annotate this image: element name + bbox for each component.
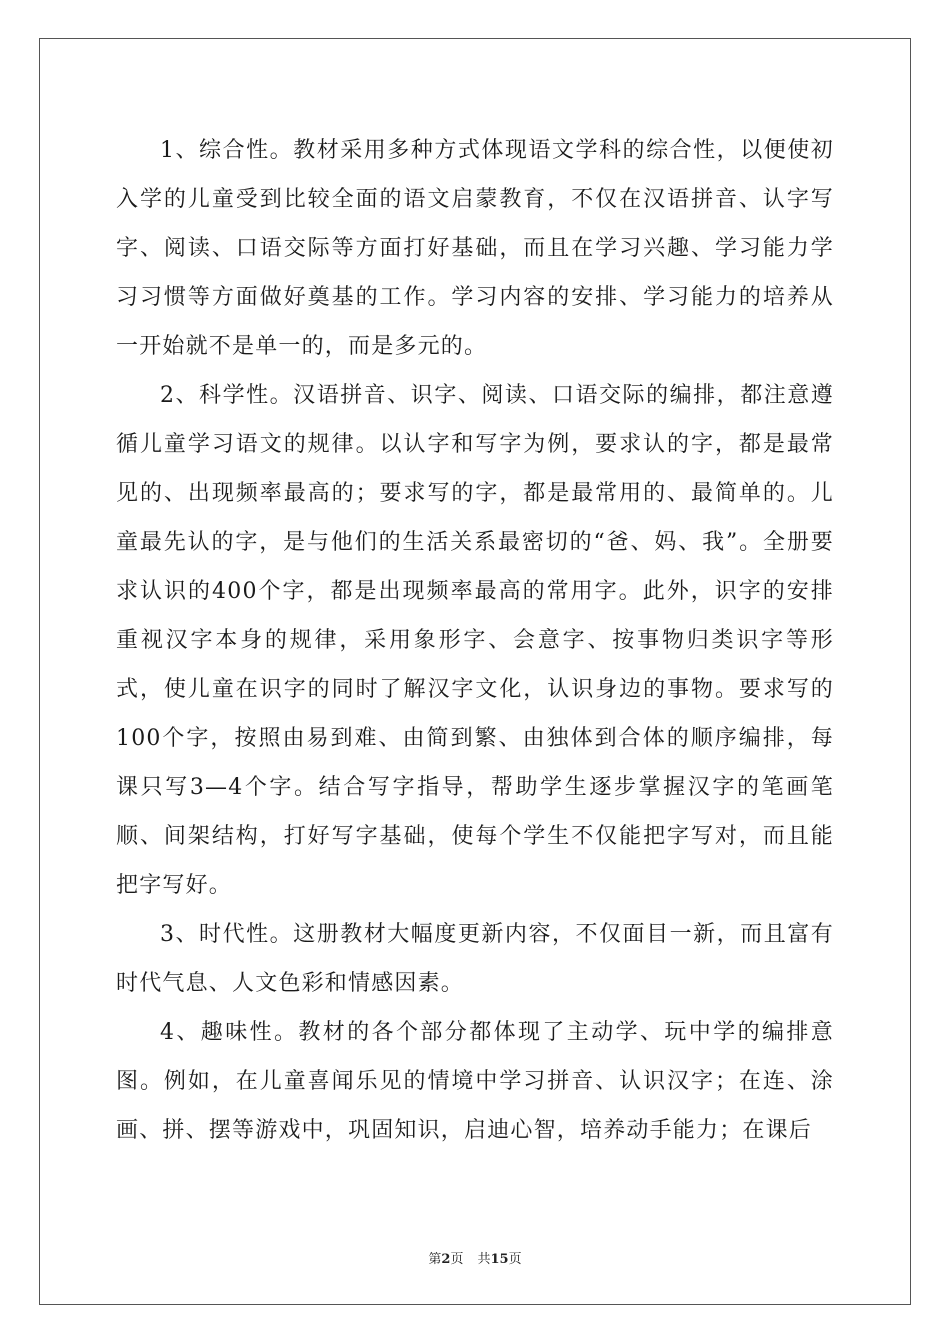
total-suffix: 页 [508,1252,522,1267]
document-body [116,126,834,1155]
paragraph-contemporary: 3、时代性。这册教材大幅度更新内容，不仅面目一新，而且富有时代气息、人文色彩和情感因素。 [116,922,834,996]
page-current: 2 [441,1252,451,1267]
page-footer [0,1248,950,1267]
paragraph-scientific: 2、科学性。汉语拼音、识字、阅读、口语交际的编排，都注意遵循儿童学习语文的规律。以认字和写字为例，要求认的字，都是最常见的、出现频率最高的；要求写的字，都是最常用的、最简单的。儿童最先认的字，是与他们的生活关系最密切的“爸、妈、我”。全册要求认识的400个字，都是出现频率最高的常用字。此外，识字的安排重视汉字本身的规律，采用象形字、会意字、按事物归类识字等形式，使儿童在识字的同时了解汉字文化，认识身边的事物。要求写的100个字，按照由易到难、由简到繁、由独体到合体的顺序编排，每课只写3—4个字。结合写字指导，帮助学生逐步掌握汉字的笔画笔顺、间架结构，打好写字基础，使每个学生不仅能把字写对，而且能把字写好。 [116,383,834,898]
paragraph-interesting: 4、趣味性。教材的各个部分都体现了主动学、玩中学的编排意图。例如，在儿童喜闻乐见的情境中学习拼音、认识汉字；在连、涂画、拼、摆等游戏中，巩固知识，启迪心智，培养动手能力；在课后 [116,1020,834,1143]
total-prefix: 共 [477,1252,491,1267]
page-total: 15 [490,1252,509,1267]
paragraph-comprehensive: 1、综合性。教材采用多种方式体现语文学科的综合性，以便使初入学的儿童受到比较全面的语文启蒙教育，不仅在汉语拼音、认字写字、阅读、口语交际等方面打好基础，而且在学习兴趣、学习能力学习习惯等方面做好奠基的工作。学习内容的安排、学习能力的培养从一开始就不是单一的，而是多元的。 [116,138,834,359]
page-suffix: 页 [450,1252,464,1267]
page-prefix: 第 [428,1252,442,1267]
